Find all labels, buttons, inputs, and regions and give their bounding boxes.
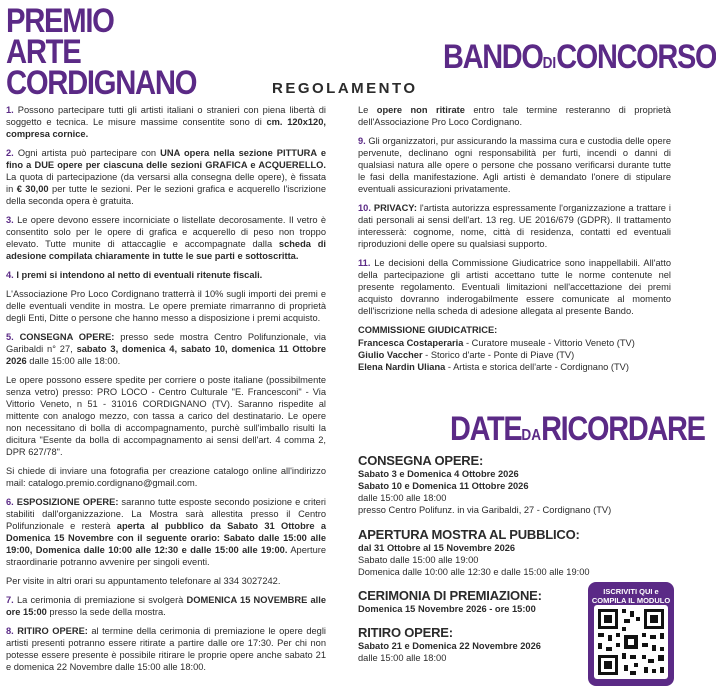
rule-text: Gli organizzatori, pur assicurando la massima cura e custodia delle opere pervenute, declinano ogni responsabilità per furti, incendi o danni di qualsiasi natura alle opere o persone che possano verificarsi durante tutte le fasi della manifestazione. Agli artisti è demandato l'onere di stipulare eventuali assicurazioni privatamente. xyxy=(358,136,671,194)
rule-number: 8. xyxy=(6,626,14,636)
rule-bold: aperta al pubblico da Sabato 31 Ottobre a Domenica 15 Novembre con il seguente orario: Sabato dalle 15:00 alle 19:00, Domenica dalle 10:00 alle 12:30 e dalle 15:00 alle 19:00. xyxy=(6,521,326,555)
rule-bold: sabato 3, domenica 4, sabato 10, domenica 11 Ottobre 2026 xyxy=(6,344,326,366)
member-role: - Artista e storica dell'arte - Cordignano (TV) xyxy=(445,362,629,372)
commission-title: COMMISSIONE GIUDICATRICE: xyxy=(358,325,498,335)
dates-word-1: DATE xyxy=(450,410,522,448)
bando-word-1: BANDO xyxy=(443,38,543,76)
rule-number: 2. xyxy=(6,148,14,158)
rule-4 xyxy=(6,269,326,281)
qr-label-line-1: ISCRIVITI QUI e xyxy=(603,587,659,596)
rule-bold: PRIVACY: xyxy=(370,203,417,213)
rule-text: Le opere devono essere incorniciate o listellate decorosamente. Il vetro è consentito solo per le opere di grafica e acquerello di peso non troppo elevato. Tutte munite di attaccaglie e accompagnate dalla xyxy=(6,215,326,249)
date-apertura xyxy=(358,527,590,578)
rule-unretrieved xyxy=(358,104,671,128)
date-bold-line: Sabato 3 e Domenica 4 Ottobre 2026 xyxy=(358,469,519,479)
rule-text: La quota di partecipazione (da versarsi alla consegna delle opere), è fissata in xyxy=(6,172,326,194)
rule-bold: RITIRO OPERE: xyxy=(13,626,88,636)
rule-text: Possono partecipare tutti gli artisti italiani o stranieri con piena libertà di soggetto e tecnica. Le misure massime consentite sono di xyxy=(6,105,326,127)
rule-bold: UNA opera nella sezione PITTURA e fino a DUE opere per ciascuna delle sezioni GRAFICA e ACQUERELLO. xyxy=(6,148,326,170)
qr-code-graphic xyxy=(594,605,668,679)
rule-number: 3. xyxy=(6,215,14,225)
qr-label-line-2: COMPILA IL MODULO xyxy=(591,596,671,605)
signup-qr-box[interactable] xyxy=(588,582,674,686)
brand-line-1: PREMIO ARTE xyxy=(6,2,114,71)
member-name: Francesca Costaperaria xyxy=(358,338,464,348)
rule-text: saranno tutte esposte secondo posizione e criteri stabiliti dall'organizzazione. La Mostra sarà allestita presso il Centro Polifunzionale e resterà xyxy=(6,497,326,531)
rule-text: al termine della cerimonia di premiazione le opere degli artisti presenti potranno essere ritirate a partire dalle ore 17:30. Per chi non potesse essere presente è possibile ritirare le proprie opere anche sabato 21 e domenica 22 Novembre dalle 15:00 alle 18:00. xyxy=(6,626,326,672)
brand-line-2: CORDIGNANO xyxy=(6,64,197,102)
qr-label xyxy=(588,587,674,605)
commission-member xyxy=(358,361,671,373)
rule-bold: € 30,00 xyxy=(16,184,49,194)
rule-5 xyxy=(6,331,326,367)
rule-text: Ogni artista può partecipare con xyxy=(13,148,161,158)
rule-bold: DOMENICA 15 NOVEMBRE alle ore 15:00 xyxy=(6,595,326,617)
rule-text: l'artista autorizza espressamente l'organizzazione a trattare i dati personali ai sensi dell'art. 13 reg. UE 2016/679 (GDPR). Il trattamento interesserà: cognome, nome, città di residenza, contatti ed eventuali riproduzioni delle opere su qualsiasi supporto. xyxy=(358,203,671,249)
rule-text: presso sede mostra Centro Polifunzionale, via Garibaldi n° 27, xyxy=(6,332,326,354)
bando-word-2: CONCORSO xyxy=(556,38,716,76)
date-line: Sabato dalle 15:00 alle 19:00 xyxy=(358,555,479,565)
rule-10 xyxy=(358,202,671,250)
rule-7 xyxy=(6,594,326,618)
dates-small: DA xyxy=(521,427,542,444)
rule-number: 10. xyxy=(358,203,371,213)
rule-6 xyxy=(6,496,326,568)
rule-9 xyxy=(358,135,671,195)
rule-text: presso la sede della mostra. xyxy=(46,607,166,617)
date-line: dalle 15:00 alle 18:00 xyxy=(358,493,447,503)
regolamento-heading: REGOLAMENTO xyxy=(272,80,418,97)
brand-logo xyxy=(6,2,197,102)
rules-right-column xyxy=(358,104,671,373)
rule-bold: scheda di adesione compilata chiaramente in tutte le sue parti e sottoscritta. xyxy=(6,239,326,261)
rule-bold: opere non ritirate xyxy=(376,105,465,115)
rule-text: dalle 15:00 alle 18:00. xyxy=(26,356,121,366)
dates-word-2: RICORDARE xyxy=(541,410,705,448)
rule-photo-email: Si chiede di inviare una fotografia per creazione catalogo online all'indirizzo mail: catalogo.premio.cordignano@gmail.com. xyxy=(6,466,326,488)
dates-title xyxy=(450,410,705,449)
rule-3 xyxy=(6,214,326,262)
date-line: presso Centro Polifunz. in via Garibaldi, 27 - Cordignano (TV) xyxy=(358,505,612,515)
bando-title xyxy=(443,38,716,77)
rule-bold: I premi si intendono al netto di eventuali ritenute fiscali. xyxy=(13,270,263,280)
rule-number: 6. xyxy=(6,497,14,507)
rule-bold: CONSEGNA OPERE: xyxy=(13,332,115,342)
rule-8 xyxy=(6,625,326,673)
date-consegna xyxy=(358,453,611,516)
rule-shipping: Le opere possono essere spedite per corriere o poste italiane (possibilmente senza vetro) presso: PRO LOCO - Centro Culturale "E. Francesconi" - Via Vittorio Veneto, n 51 - 31016 CORDIGNANO (TV). Saranno rispedite al mittente con analogo mezzo, con tassa a carico del destinatario. Le opere non necessitano di bolla di accompagnamento, purchè sull'imballo risulti la dicitura "Esente da bolla di accompagnamento ai sensi dell'art. 4 comma 2, DPR 627/78". xyxy=(6,375,326,457)
date-heading: RITIRO OPERE: xyxy=(358,625,453,640)
date-line: Domenica dalle 10:00 alle 12:30 e dalle 15:00 alle 19:00 xyxy=(358,567,590,577)
rule-number: 1. xyxy=(6,105,14,115)
bando-small: DI xyxy=(542,55,557,72)
date-bold-line: dal 31 Ottobre al 15 Novembre 2026 xyxy=(358,543,516,553)
qr-code-icon[interactable] xyxy=(594,605,668,679)
member-name: Elena Nardin Uliana xyxy=(358,362,446,372)
rule-number: 5. xyxy=(6,332,14,342)
rule-1 xyxy=(6,104,326,140)
rule-number: 9. xyxy=(358,136,366,146)
rule-11 xyxy=(358,257,671,317)
date-heading: APERTURA MOSTRA AL PUBBLICO: xyxy=(358,527,580,542)
date-bold-line: Sabato 10 e Domenica 11 Ottobre 2026 xyxy=(358,481,529,491)
rule-bold: ESPOSIZIONE OPERE: xyxy=(13,497,119,507)
rule-text: per tutte le sezioni. Per le sezioni grafica e acquerello l'iscrizione della seconda opera è gratuita. xyxy=(6,184,326,206)
date-bold-line: Domenica 15 Novembre 2026 - ore 15:00 xyxy=(358,604,536,614)
date-ritiro xyxy=(358,625,541,664)
rule-text: entro tale termine resteranno di proprietà dell'Associazione Pro Loco Cordignano. xyxy=(358,105,671,127)
rule-text: Le xyxy=(358,105,377,115)
commission-member xyxy=(358,349,671,361)
rule-bold: cm. 120x120, compresa cornice. xyxy=(6,117,326,139)
date-heading: CERIMONIA DI PREMIAZIONE: xyxy=(358,588,542,603)
date-cerimonia xyxy=(358,588,542,615)
rule-number: 4. xyxy=(6,270,14,280)
date-heading: CONSEGNA OPERE: xyxy=(358,453,484,468)
rule-commission-note: L'Associazione Pro Loco Cordignano tratterrà il 10% sugli importi dei premi e delle eventuali vendite in mostra. Le opere premiate rimarranno di proprietà degli Enti, Ditte o persone che hanno messo a disposizione i premi acquisto. xyxy=(6,289,326,323)
rule-text: Aperture straordinarie potranno avvenire per singoli eventi. xyxy=(6,545,327,567)
rule-number: 7. xyxy=(6,595,14,605)
member-role: - Curatore museale - Vittorio Veneto (TV) xyxy=(463,338,635,348)
rules-left-column xyxy=(6,104,326,680)
rule-visits: Per visite in altri orari su appuntamento telefonare al 334 3027242. xyxy=(6,576,281,586)
member-role: - Storico d'arte - Ponte di Piave (TV) xyxy=(422,350,575,360)
rule-text: La cerimonia di premiazione si svolgerà xyxy=(13,595,187,605)
date-bold-line: Sabato 21 e Domenica 22 Novembre 2026 xyxy=(358,641,541,651)
rule-2 xyxy=(6,147,326,207)
commission-section xyxy=(358,324,671,373)
rule-number: 11. xyxy=(358,258,371,268)
commission-member xyxy=(358,337,671,349)
rule-text: Le decisioni della Commissione Giudicatrice sono inappellabili. All'atto della partecipazione gli artisti accettano tutte le norme contenute nel presente regolamento. Eventuali limitazioni nell'accettazione dei premi acquisto dovranno inderogabilmente essere comunicate al momento dell'iscrizione nella scheda di adesione allegata al presente Bando. xyxy=(358,258,671,316)
member-name: Giulio Vaccher xyxy=(358,350,423,360)
date-line: dalle 15:00 alle 18:00 xyxy=(358,653,447,663)
